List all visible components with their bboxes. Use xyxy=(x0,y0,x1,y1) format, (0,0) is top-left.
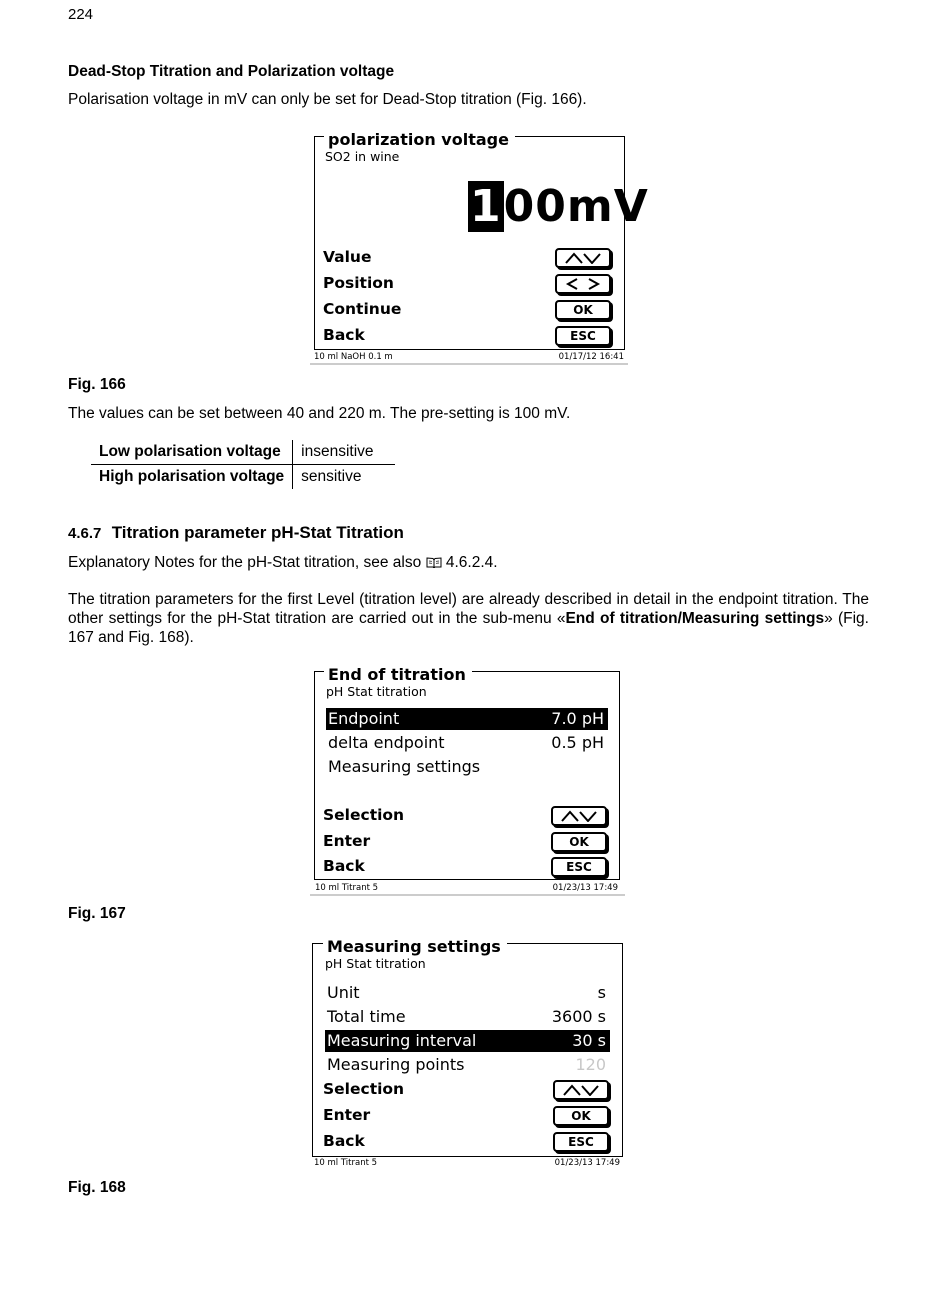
key-label-back: Back xyxy=(323,857,365,875)
ph-stat-paragraph xyxy=(68,590,869,647)
row-value: s xyxy=(597,983,606,1002)
menu-row-endpoint[interactable] xyxy=(326,708,608,730)
end-of-titration-screen xyxy=(310,663,625,897)
voltage-value-display[interactable] xyxy=(468,181,649,232)
value-unit: mV xyxy=(566,181,649,232)
menu-row-unit[interactable] xyxy=(325,982,610,1004)
key-label-back: Back xyxy=(323,1132,365,1150)
row-label: Measuring settings xyxy=(328,757,481,776)
key-label-enter: Enter xyxy=(323,832,371,850)
section-heading-dead-stop: Dead-Stop Titration and Polarization voltage xyxy=(68,63,395,80)
status-datetime: 01/17/12 16:41 xyxy=(558,352,624,362)
row-value: 7.0 pH xyxy=(551,709,604,728)
explanatory-notes xyxy=(68,553,498,572)
table-cell-value: sensitive xyxy=(293,465,396,490)
polarisation-table xyxy=(91,440,395,489)
key-label-enter: Enter xyxy=(323,1106,371,1124)
paragraph-text-end: » (Fig. 167 and Fig. 168). xyxy=(68,610,869,646)
row-label: Total time xyxy=(327,1007,406,1026)
submenu-reference: End of titration/Measuring settings xyxy=(565,610,825,627)
screen-subtitle: pH Stat titration xyxy=(326,684,427,699)
range-paragraph: The values can be set between 40 and 220 m. The pre-setting is 100 mV. xyxy=(68,405,571,422)
row-value: 0.5 pH xyxy=(551,733,604,752)
paragraph-text: The titration parameters for the first Level (titration level) are already described in detail in the endpoint titration. The other settings for the pH-Stat titration are carried out in the sub-menu « xyxy=(68,591,869,627)
menu-row-measuring-settings[interactable] xyxy=(326,756,608,778)
section-heading-ph-stat xyxy=(68,523,404,543)
screen-title: End of titration xyxy=(324,666,472,684)
section-title: Titration parameter pH-Stat Titration xyxy=(111,523,404,542)
status-device-info: 10 ml NaOH 0.1 m xyxy=(314,352,393,362)
menu-row-measuring-points xyxy=(325,1054,610,1076)
key-label-continue: Continue xyxy=(323,300,402,318)
up-down-arrows-icon xyxy=(559,810,599,822)
status-underline xyxy=(310,363,628,365)
row-value: 3600 s xyxy=(551,1007,606,1026)
up-down-arrows-key[interactable] xyxy=(553,1080,609,1100)
fig-166-caption: Fig. 166 xyxy=(68,376,126,393)
left-right-arrows-icon xyxy=(563,278,603,290)
ok-key[interactable]: OK xyxy=(553,1106,609,1126)
key-label-selection: Selection xyxy=(323,806,405,824)
table-cell-label: Low polarisation voltage xyxy=(91,440,293,465)
page-number: 224 xyxy=(68,6,94,23)
section-number: 4.6.7 xyxy=(68,525,102,542)
key-label-back: Back xyxy=(323,326,365,344)
menu-row-delta-endpoint[interactable] xyxy=(326,732,608,754)
esc-key[interactable]: ESC xyxy=(555,326,611,346)
menu-row-total-time[interactable] xyxy=(325,1006,610,1028)
status-datetime: 01/23/13 17:49 xyxy=(552,883,618,893)
table-cell-label: High polarisation voltage xyxy=(99,468,285,485)
fig-167-caption: Fig. 167 xyxy=(68,905,126,922)
left-right-arrows-key[interactable] xyxy=(555,274,611,294)
book-reference-icon xyxy=(426,557,442,568)
up-down-arrows-icon xyxy=(561,1084,601,1096)
value-cursor-digit: 1 xyxy=(470,181,502,232)
row-label: Unit xyxy=(327,983,360,1002)
polarization-voltage-screen xyxy=(310,128,649,366)
notes-reference: 4.6.2.4. xyxy=(445,554,498,571)
status-device-info: 10 ml Titrant 5 xyxy=(314,1158,378,1168)
screen-subtitle: SO2 in wine xyxy=(325,149,400,164)
status-underline xyxy=(310,894,625,896)
screen-title: Measuring settings xyxy=(323,938,507,956)
screen-title: polarization voltage xyxy=(324,131,515,149)
row-label: Endpoint xyxy=(328,709,400,728)
up-down-arrows-icon xyxy=(563,252,603,264)
row-label: Measuring points xyxy=(327,1055,465,1074)
key-label-selection: Selection xyxy=(323,1080,405,1098)
ok-key[interactable]: OK xyxy=(555,300,611,320)
screen-subtitle: pH Stat titration xyxy=(325,956,426,971)
row-value: 30 s xyxy=(572,1031,606,1050)
table-cell-value: insensitive xyxy=(293,440,396,465)
status-device-info: 10 ml Titrant 5 xyxy=(315,883,379,893)
up-down-arrows-key[interactable] xyxy=(551,806,607,826)
row-label: Measuring interval xyxy=(327,1031,477,1050)
status-datetime: 01/23/13 17:49 xyxy=(554,1158,620,1168)
measuring-settings-screen xyxy=(310,934,628,1170)
row-label: delta endpoint xyxy=(328,733,445,752)
table-row xyxy=(91,465,395,490)
row-value-disabled: 120 xyxy=(575,1055,606,1074)
esc-key[interactable]: ESC xyxy=(551,857,607,877)
menu-row-measuring-interval[interactable] xyxy=(325,1030,610,1052)
ok-key[interactable]: OK xyxy=(551,832,607,852)
key-label-value: Value xyxy=(323,248,372,266)
table-row xyxy=(91,440,395,465)
esc-key[interactable]: ESC xyxy=(553,1132,609,1152)
fig-168-caption: Fig. 168 xyxy=(68,1179,126,1196)
notes-text: Explanatory Notes for the pH-Stat titration, see also xyxy=(68,554,422,571)
intro-paragraph: Polarisation voltage in mV can only be set for Dead-Stop titration (Fig. 166). xyxy=(68,91,587,108)
key-label-position: Position xyxy=(323,274,394,292)
up-down-arrows-key[interactable] xyxy=(555,248,611,268)
value-digits: 00 xyxy=(503,181,567,232)
